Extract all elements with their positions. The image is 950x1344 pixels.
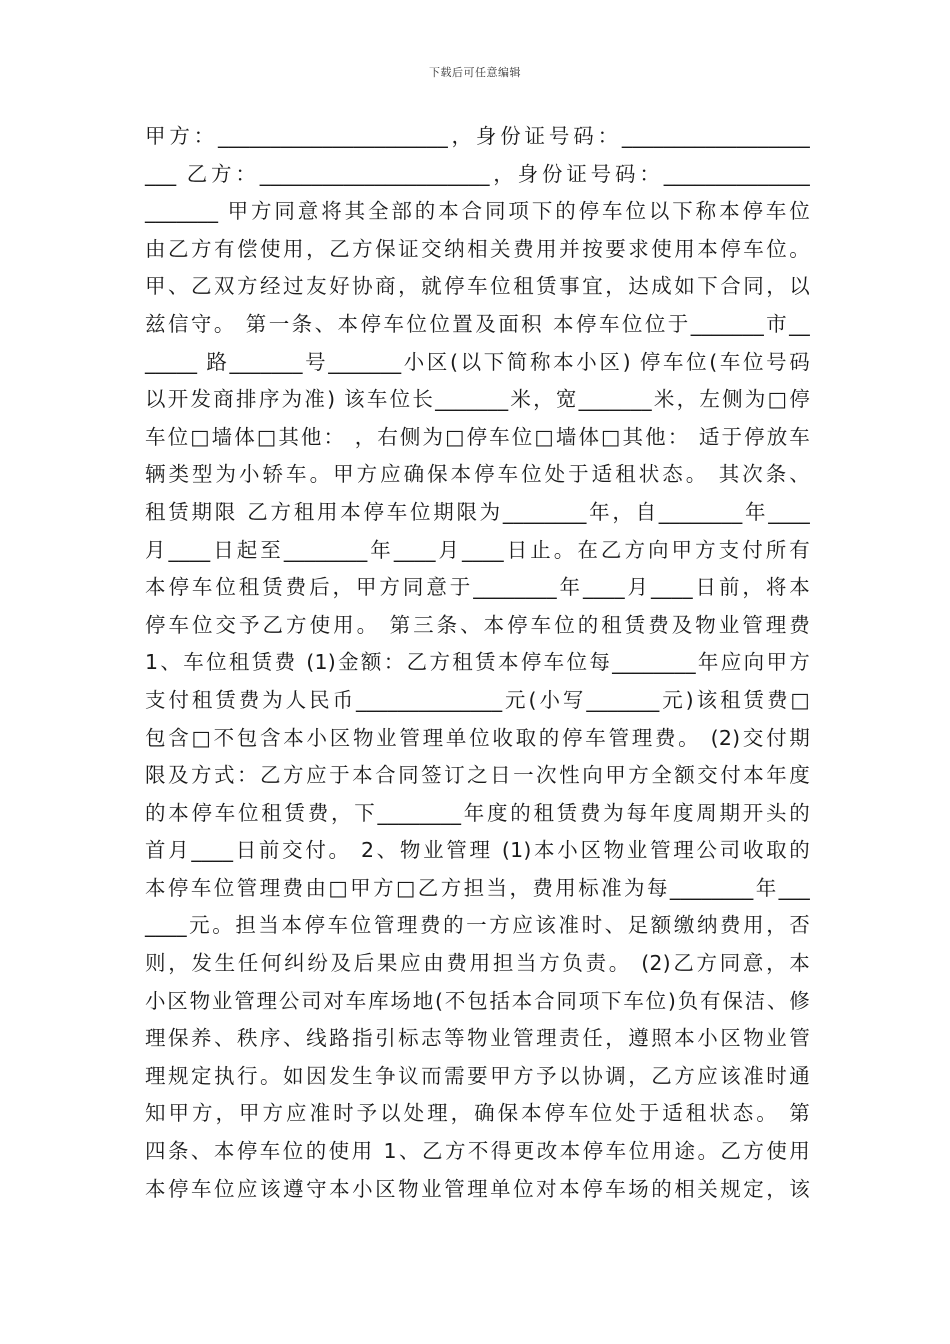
contract-line: 月____日起至________年____月____日止。在乙方向甲方支付所有 xyxy=(145,537,810,562)
contract-line: 1、车位租赁费 (1)金额：乙方租赁本停车位每________年应向甲方 xyxy=(145,650,810,675)
contract-line: ____元。担当本停车位管理费的一方应该准时、足额缴纳费用，否 xyxy=(145,913,810,938)
contract-line: 本停车位租赁费后，甲方同意于________年____月____日前，将本 xyxy=(145,575,810,600)
contract-line: 则，发生任何纠纷及后果应由费用担当方负责。 (2)乙方同意，本 xyxy=(145,951,810,976)
page-header-note: 下载后可任意编辑 xyxy=(429,66,521,79)
contract-line: 车位□墙体□其他： ，右侧为□停车位□墙体□其他： 适于停放车 xyxy=(145,424,810,449)
contract-line: 兹信守。 第一条、本停车位位置及面积 本停车位位于_______市__ xyxy=(145,311,810,336)
contract-line: 租赁期限 乙方租用本停车位期限为________年，自________年____ xyxy=(145,499,810,524)
contract-line: 停车位交予乙方使用。 第三条、本停车位的租赁费及物业管理费 xyxy=(145,612,810,637)
contract-line: 理规定执行。如因发生争议而需要甲方予以协调，乙方应该准时通 xyxy=(145,1063,810,1088)
contract-line: 小区物业管理公司对车库场地(不包括本合同项下车位)负有保洁、修 xyxy=(145,988,810,1013)
contract-line: 支付租赁费为人民币______________元(小写_______元)该租赁费□ xyxy=(145,687,810,712)
contract-line: 本停车位管理费由□甲方□乙方担当，费用标准为每________年___ xyxy=(145,875,810,900)
contract-body xyxy=(145,118,810,1208)
contract-line: 首月____日前交付。 2、物业管理 (1)本小区物业管理公司收取的 xyxy=(145,838,810,863)
contract-line: 甲、乙双方经过友好协商，就停车位租赁事宜，达成如下合同，以 xyxy=(145,274,810,299)
contract-line: 本停车位应该遵守本小区物业管理单位对本停车场的相关规定，该 xyxy=(145,1176,810,1201)
contract-line: 的本停车位租赁费，下________年度的租赁费为每年度周期开头的 xyxy=(145,800,810,825)
contract-line: ___ 乙方：______________________，身份证号码：______________ xyxy=(145,161,810,186)
contract-line: 辆类型为小轿车。甲方应确保本停车位处于适租状态。 其次条、 xyxy=(145,462,810,487)
contract-line: 以开发商排序为准) 该车位长_______米，宽_______米，左侧为□停 xyxy=(145,387,810,412)
contract-line: 知甲方，甲方应准时予以处理，确保本停车位处于适租状态。 第 xyxy=(145,1101,810,1126)
contract-line: _____ 路_______号_______小区(以下简称本小区) 停车位(车位号码 xyxy=(145,349,810,374)
contract-line: 理保养、秩序、线路指引标志等物业管理责任，遵照本小区物业管 xyxy=(145,1026,810,1051)
contract-line: 由乙方有偿使用，乙方保证交纳相关费用并按要求使用本停车位。 xyxy=(145,236,810,261)
contract-line: _______ 甲方同意将其全部的本合同项下的停车位以下称本停车位 xyxy=(145,199,810,224)
contract-line: 甲方：______________________，身份证号码：__________________ xyxy=(145,124,810,148)
contract-line: 限及方式：乙方应于本合同签订之日一次性向甲方全额交付本年度 xyxy=(145,763,810,788)
contract-line: 包含□不包含本小区物业管理单位收取的停车管理费。 (2)交付期 xyxy=(145,725,810,750)
contract-line: 四条、本停车位的使用 1、乙方不得更改本停车位用途。乙方使用 xyxy=(145,1139,810,1164)
